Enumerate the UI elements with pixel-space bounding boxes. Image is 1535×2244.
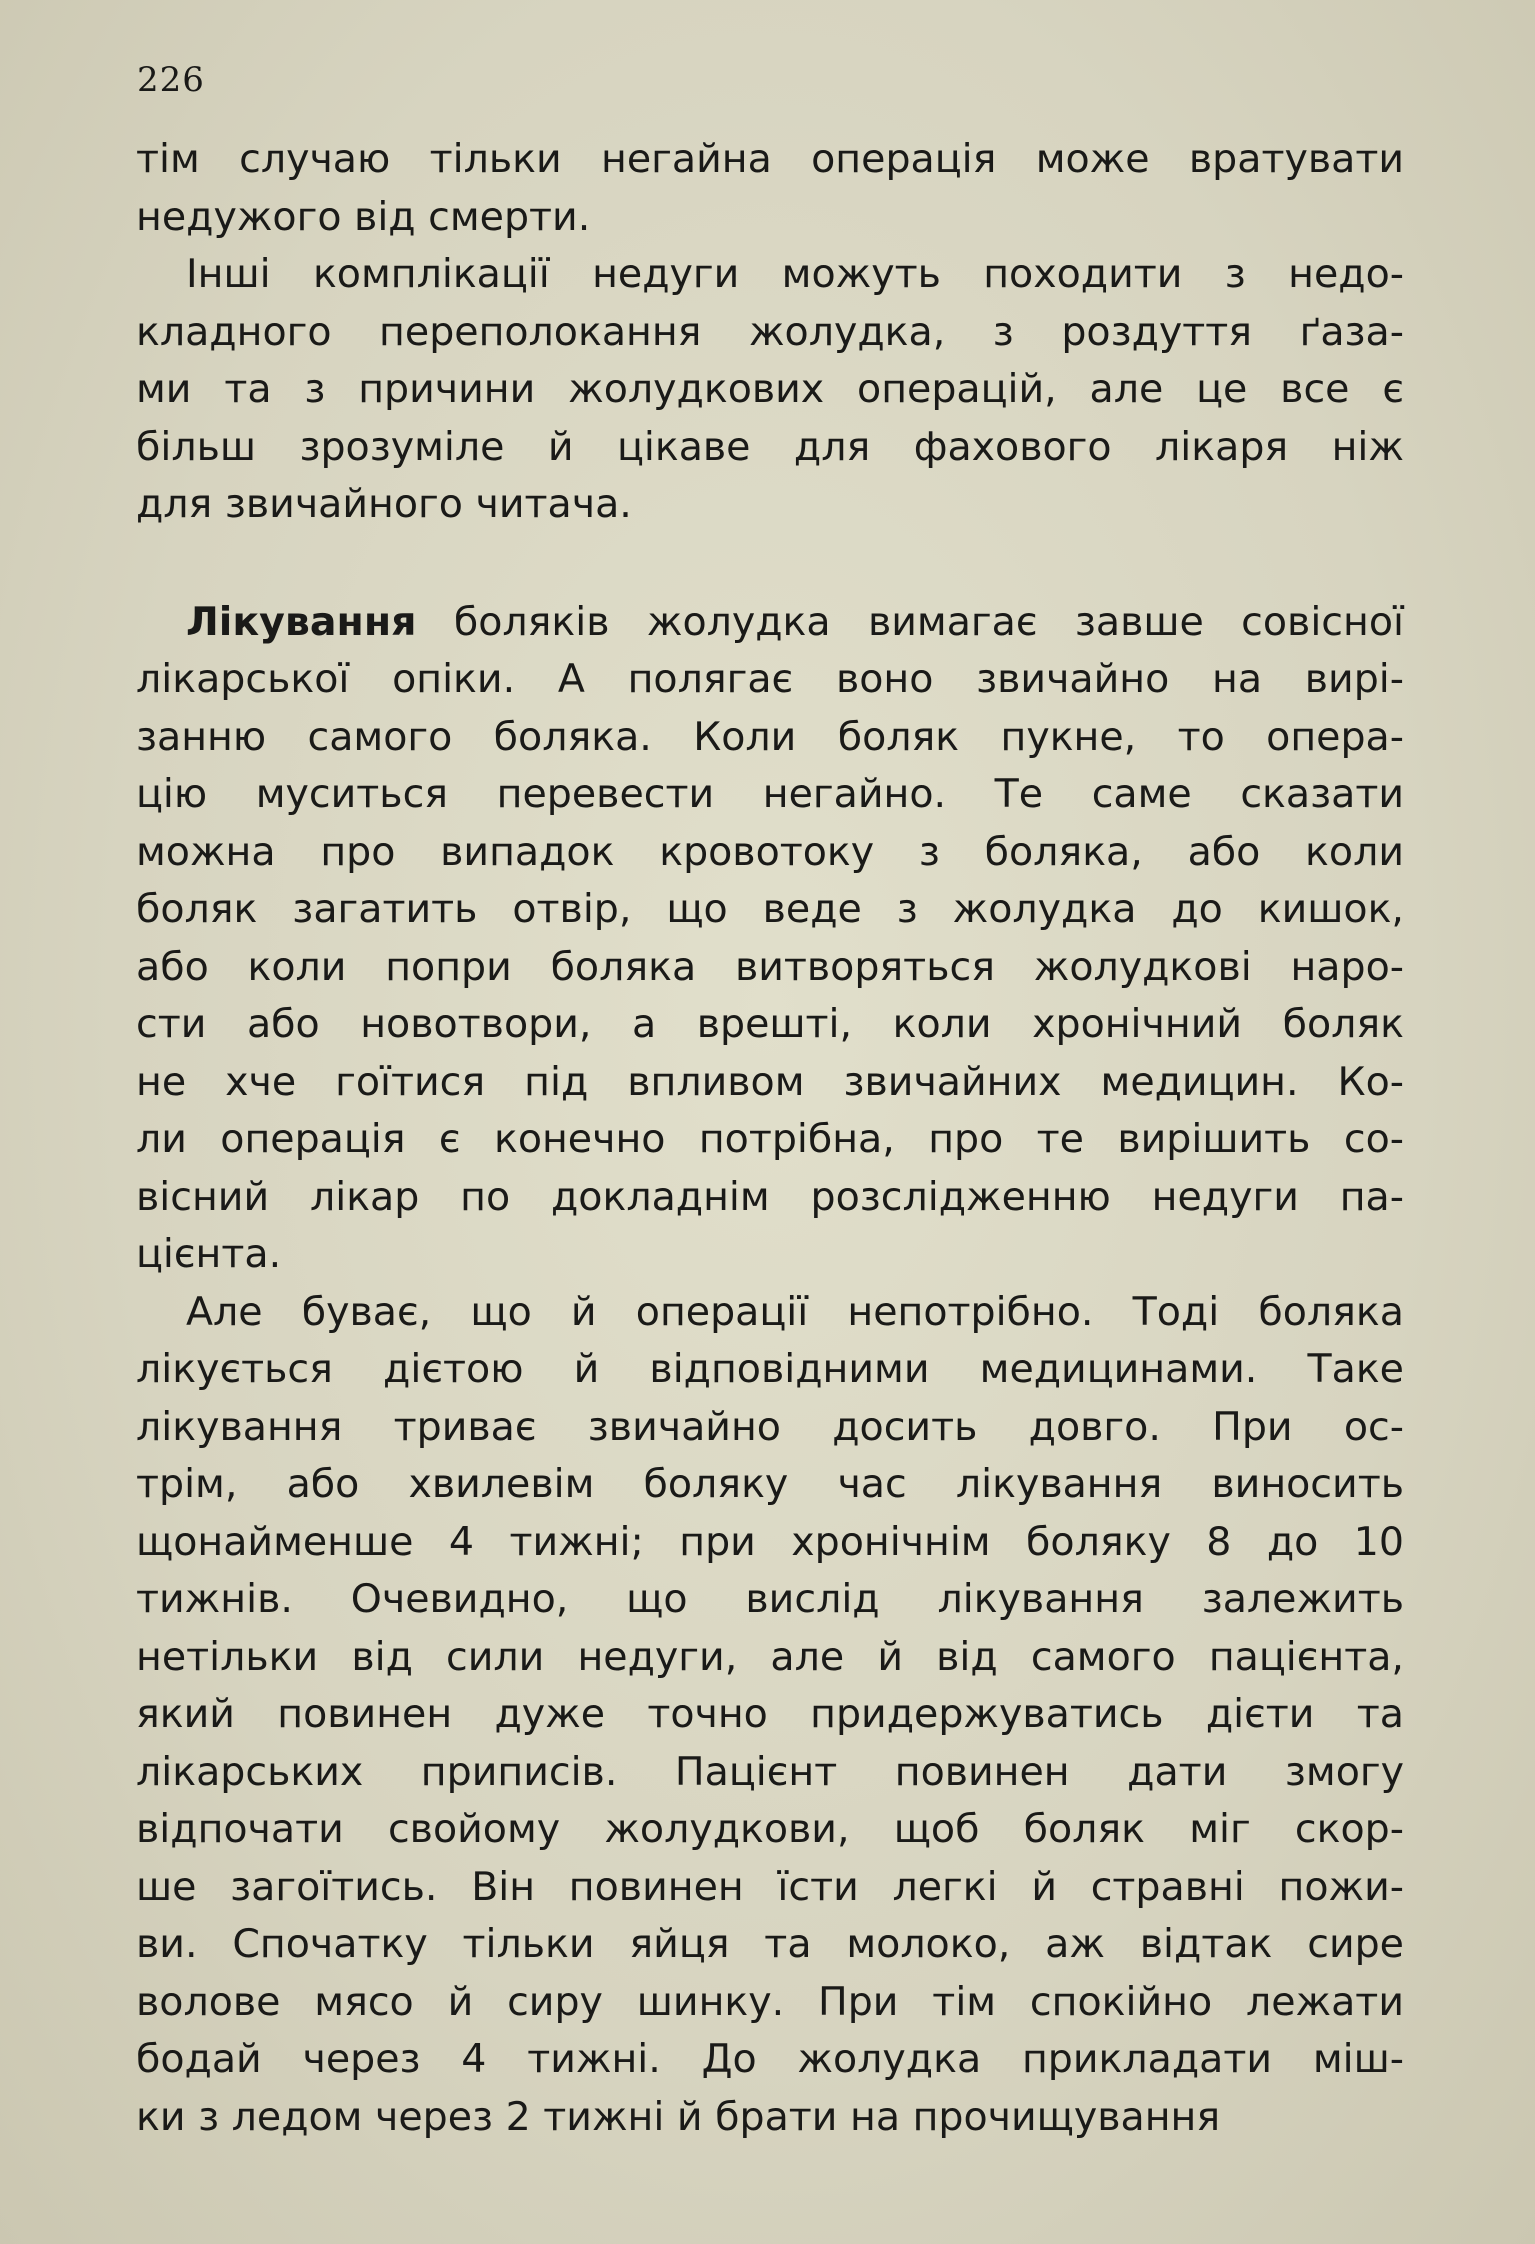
line-text: більш зрозуміле й цікаве для фахового лікаря ніж bbox=[136, 423, 1404, 470]
text-line bbox=[136, 304, 1404, 362]
line-text: можна про випадок кровотоку з боляка, або коли bbox=[136, 828, 1404, 875]
text-line bbox=[136, 2089, 1404, 2147]
text-line bbox=[136, 939, 1404, 997]
paragraph bbox=[136, 246, 1404, 534]
text-line bbox=[136, 709, 1404, 767]
text-line bbox=[136, 419, 1404, 477]
text-line bbox=[136, 1974, 1404, 2032]
bold-lead-word: Лікування bbox=[186, 598, 417, 645]
paragraph bbox=[136, 131, 1404, 246]
line-text: вісний лікар по докладнім розслідженню недуги па- bbox=[136, 1173, 1404, 1220]
line-text: лікарської опіки. А полягає воно звичайно на вирі- bbox=[136, 656, 1404, 702]
line-text: недужого від смерти. bbox=[136, 193, 591, 240]
line-text: бодай через 4 тижні. До жолудка прикладати міш- bbox=[136, 2036, 1404, 2082]
line-text: кладного переполокання жолудка, з роздуття ґаза- bbox=[136, 308, 1404, 355]
line-text: тім случаю тільки негайна операція може вратувати bbox=[136, 136, 1404, 182]
line-text: лікується дієтою й відповідними медицинами. Таке bbox=[136, 1346, 1404, 1392]
line-text: не хче гоїтися під впливом звичайних медицин. Ко- bbox=[136, 1058, 1404, 1105]
line-text: для звичайного читача. bbox=[136, 481, 632, 527]
line-text: нетільки від сили недуги, але й від самого пацієнта, bbox=[136, 1633, 1404, 1680]
text-line bbox=[136, 594, 1404, 652]
text-line bbox=[136, 766, 1404, 824]
line-text: ви. Спочатку тільки яйця та молоко, аж відтак сире bbox=[136, 1921, 1404, 1967]
line-text: ше загоїтись. Він повинен їсти легкі й стравні пожи- bbox=[136, 1863, 1404, 1910]
line-text: Інші комплікації недуги можуть походити з недо- bbox=[186, 251, 1404, 297]
text-line bbox=[136, 1744, 1404, 1802]
text-line bbox=[136, 361, 1404, 419]
line-text: волове мясо й сиру шинку. При тім спокійно лежати bbox=[136, 1978, 1404, 2025]
line-text: ми та з причини жолудкових операцій, але це все є bbox=[136, 366, 1404, 412]
line-text: трім, або хвилевім боляку час лікування виносить bbox=[136, 1461, 1404, 1507]
line-text: сти або новотвори, а врешті, коли хронічний боляк bbox=[136, 1001, 1404, 1047]
line-text: занню самого боляка. Коли боляк пукне, то опера- bbox=[136, 713, 1404, 760]
line-text: лікарських приписів. Пацієнт повинен дати змогу bbox=[136, 1748, 1404, 1795]
text-line bbox=[136, 1341, 1404, 1399]
line-text: ки з ледом через 2 тижні й брати на прочищування bbox=[136, 2093, 1221, 2140]
text-line bbox=[136, 1226, 1404, 1284]
line-text: або коли попри боляка витворяться жолудкові наро- bbox=[136, 943, 1404, 990]
line-text: лікування триває звичайно досить довго. При ос- bbox=[136, 1403, 1404, 1450]
body-text bbox=[136, 131, 1404, 2146]
text-line bbox=[136, 1686, 1404, 1744]
text-line bbox=[136, 246, 1404, 304]
line-text: Але буває, що й операції непотрібно. Тоді боляка bbox=[186, 1288, 1404, 1335]
line-text: боляк загатить отвір, що веде з жолудка до кишок, bbox=[136, 886, 1404, 932]
text-line bbox=[136, 1284, 1404, 1342]
line-text: який повинен дуже точно придержуватись дієти та bbox=[136, 1691, 1404, 1737]
text-line bbox=[136, 1514, 1404, 1572]
text-line bbox=[136, 1399, 1404, 1457]
paragraph bbox=[136, 1284, 1404, 2147]
line-text: ли операція є конечно потрібна, про те вирішить со- bbox=[136, 1116, 1404, 1162]
text-line bbox=[136, 881, 1404, 939]
line-text: відпочати свойому жолудкови, щоб боляк міг скор- bbox=[136, 1806, 1404, 1852]
text-line bbox=[136, 131, 1404, 189]
text-line bbox=[136, 824, 1404, 882]
text-line bbox=[136, 1169, 1404, 1227]
text-line bbox=[136, 1111, 1404, 1169]
text-line bbox=[136, 189, 1404, 247]
text-line bbox=[136, 1629, 1404, 1687]
line-text: щонайменше 4 тижні; при хронічнім боляку 8 до 10 bbox=[136, 1518, 1404, 1565]
text-line bbox=[136, 1801, 1404, 1859]
text-line bbox=[136, 476, 1404, 534]
text-line bbox=[136, 1054, 1404, 1112]
text-line bbox=[136, 651, 1404, 709]
page-number: 226 bbox=[137, 60, 205, 100]
text-line bbox=[136, 2031, 1404, 2089]
line-text: цієнта. bbox=[136, 1231, 282, 1277]
paragraph bbox=[136, 594, 1404, 1284]
line-text: боляків жолудка вимагає завше совісної bbox=[416, 598, 1404, 645]
text-line bbox=[136, 1859, 1404, 1917]
text-line bbox=[136, 1456, 1404, 1514]
text-line bbox=[136, 1916, 1404, 1974]
line-text: тижнів. Очевидно, що вислід лікування залежить bbox=[136, 1576, 1404, 1622]
line-text: цію муситься перевести негайно. Те саме сказати bbox=[136, 771, 1404, 817]
text-line bbox=[136, 1571, 1404, 1629]
text-line bbox=[136, 996, 1404, 1054]
